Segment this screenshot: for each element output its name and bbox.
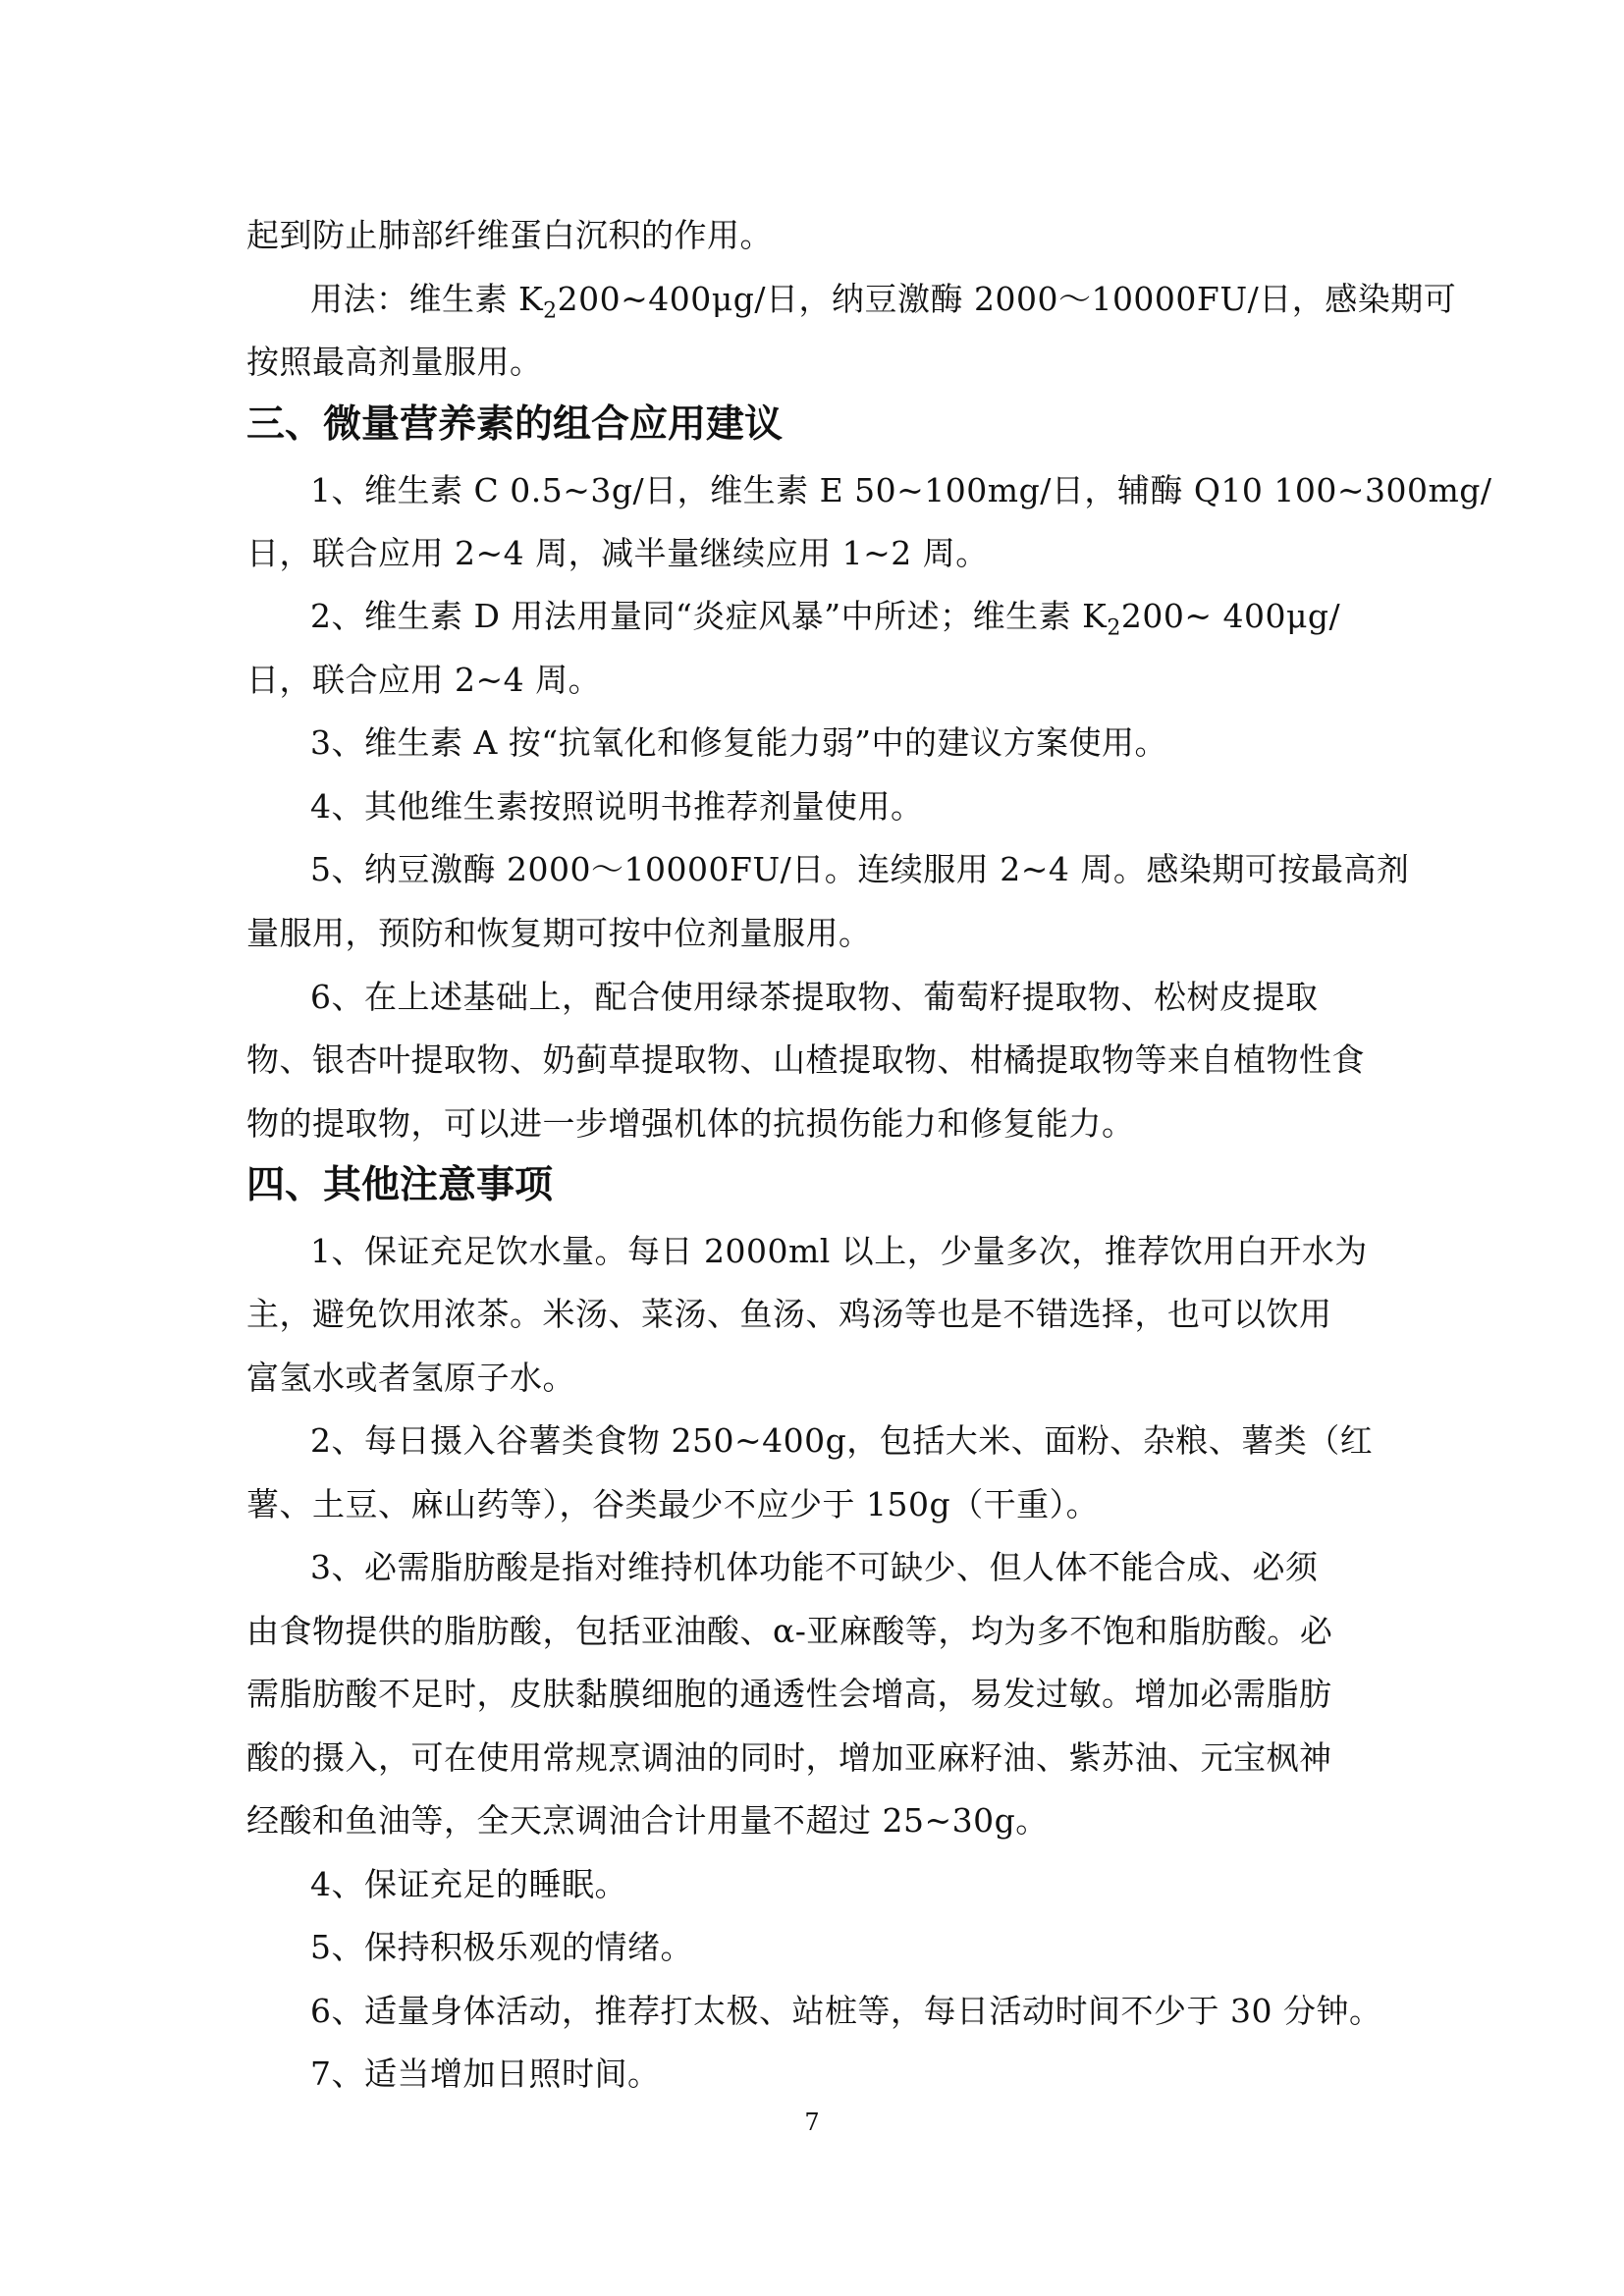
paragraph-line: 物、银杏叶提取物、奶蓟草提取物、山楂提取物、柑橘提取物等来自植物性食 [246,1041,1365,1079]
paragraph-line: 4、保证充足的睡眠。 [310,1865,627,1903]
paragraph-line: 酸的摄入，可在使用常规烹调油的同时，增加亚麻籽油、紫苏油、元宝枫神 [246,1738,1332,1777]
paragraph-line: 4、其他维生素按照说明书推荐剂量使用。 [310,787,924,826]
paragraph-line: 6、在上述基础上，配合使用绿茶提取物、葡萄籽提取物、松树皮提取 [310,978,1319,1016]
section-heading: 四、其他注意事项 [246,1163,554,1207]
paragraph-line: 需脂肪酸不足时，皮肤黏膜细胞的通透性会增高，易发过敏。增加必需脂肪 [246,1675,1332,1713]
paragraph-line: 主，避免饮用浓茶。米汤、菜汤、鱼汤、鸡汤等也是不错选择，也可以饮用 [246,1295,1332,1333]
page-number: 7 [804,2109,820,2136]
paragraph-line: 按照最高剂量服用。 [246,343,543,381]
paragraph-line: 经酸和鱼油等，全天烹调油合计用量不超过 25~30g。 [246,1801,1049,1840]
paragraph-line: 1、保证充足饮水量。每日 2000ml 以上，少量多次，推荐饮用白开水为 [310,1232,1368,1270]
paragraph-line: 量服用，预防和恢复期可按中位剂量服用。 [246,914,872,952]
paragraph-line: 物的提取物，可以进一步增强机体的抗损伤能力和修复能力。 [246,1104,1135,1143]
paragraph-line: 日，联合应用 2~4 周，减半量继续应用 1~2 周。 [246,534,989,572]
paragraph-line: 2、每日摄入谷薯类食物 250~400g，包括大米、面粉、杂粮、薯类（红 [310,1421,1374,1460]
paragraph-line: 起到防止肺部纤维蛋白沉积的作用。 [246,216,773,254]
paragraph-line: 5、纳豆激酶 2000～10000FU/日。连续服用 2~4 周。感染期可按最高剂 [310,850,1410,888]
paragraph-line: 7、适当增加日照时间。 [310,2055,661,2093]
paragraph-line: 富氢水或者氢原子水。 [246,1359,575,1397]
paragraph-line: 日，联合应用 2~4 周。 [246,661,602,699]
paragraph-line: 6、适量身体活动，推荐打太极、站桩等，每日活动时间不少于 30 分钟。 [310,1992,1382,2030]
paragraph-line: 3、必需脂肪酸是指对维持机体功能不可缺少、但人体不能合成、必须 [310,1548,1319,1586]
paragraph-line: 用法：维生素 $K_2200\sim 400\mu g/$日，纳豆激酶 2000～10000FU/日，感染期可 [310,280,1457,324]
paragraph-line: 1、维生素 C 0.5~3g/日，维生素 E 50~100mg/日，辅酶 Q10 100~300mg/ [310,471,1492,509]
paragraph-line: 3、维生素 A 按“抗氧化和修复能力弱”中的建议方案使用。 [310,723,1168,762]
paragraph-line: 由食物提供的脂肪酸，包括亚油酸、α-亚麻酸等，均为多不饱和脂肪酸。必 [246,1612,1333,1650]
paragraph-line: 5、保持积极乐观的情绪。 [310,1928,693,1966]
paragraph-line: 薯、土豆、麻山药等），谷类最少不应少于 150g（干重）。 [246,1485,1100,1523]
section-heading: 三、微量营养素的组合应用建议 [246,402,784,447]
paragraph-line: 2、维生素 D 用法用量同“炎症风暴”中所述；维生素 $K_2200\sim$ 400μg/ [310,597,1341,641]
